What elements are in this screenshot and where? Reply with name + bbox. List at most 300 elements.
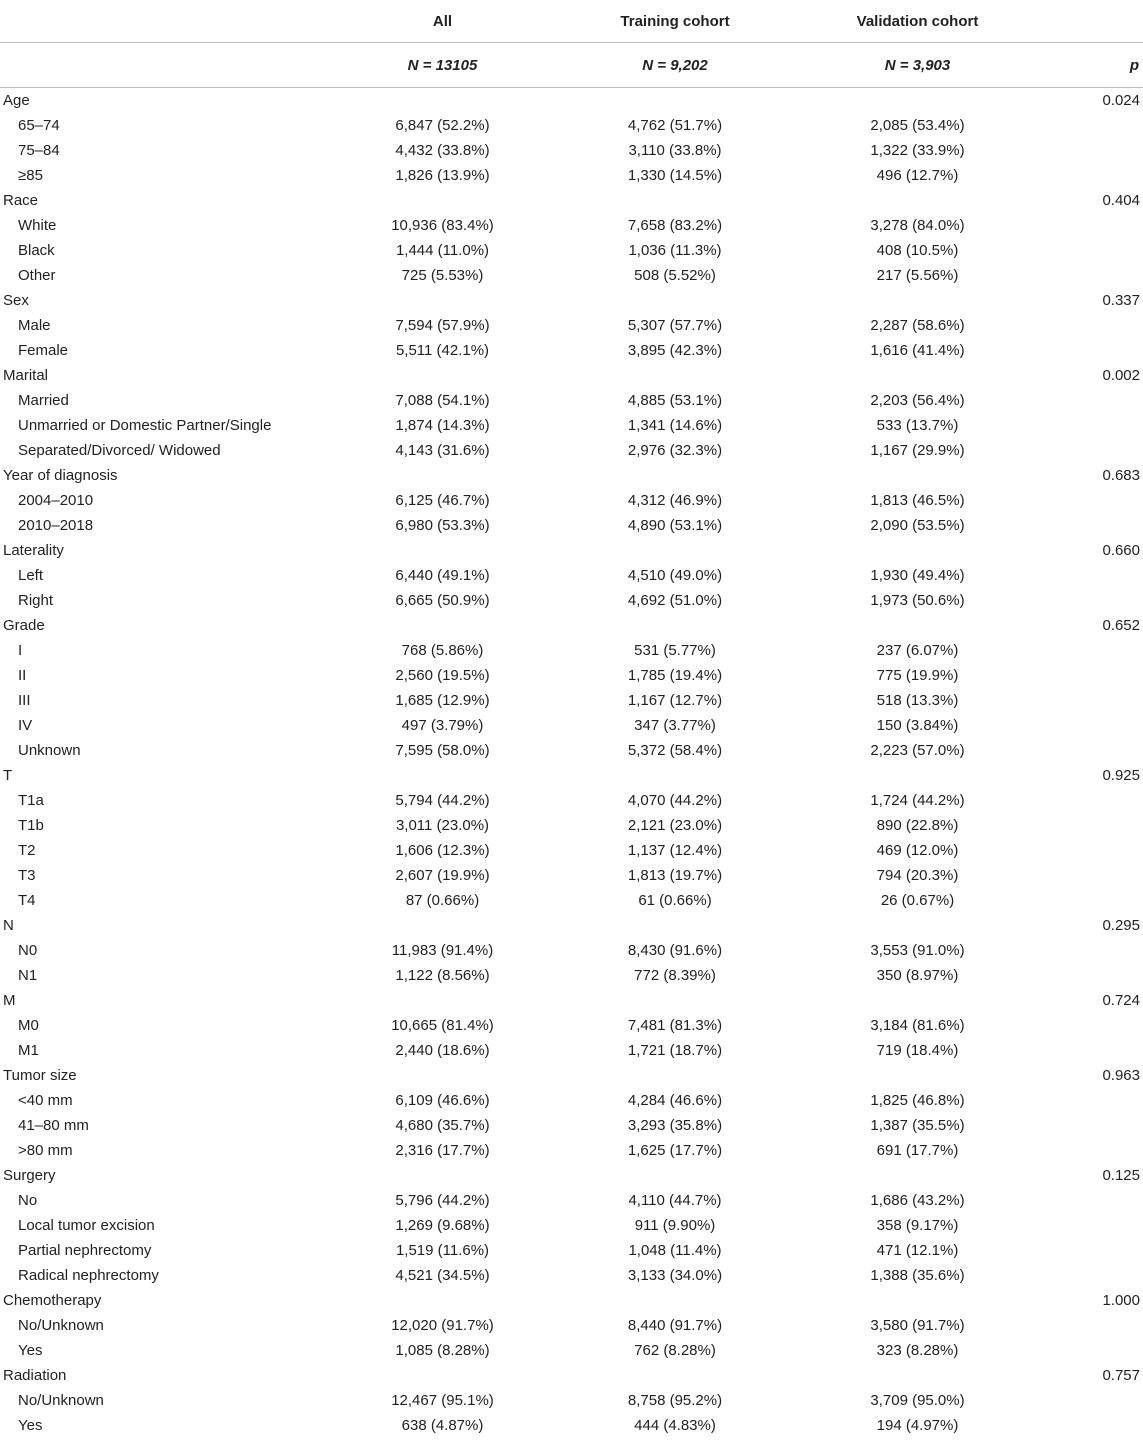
- group-label: Age: [3, 92, 30, 109]
- cell-p-value: [1040, 588, 1143, 613]
- cell-training: 1,785 (19.4%): [627, 667, 723, 684]
- category-label: Partial nephrectomy: [18, 1242, 152, 1259]
- cell-training: 3,133 (34.0%): [627, 1267, 723, 1284]
- cell-validation: [795, 613, 1040, 638]
- cell-training: 2,121 (23.0%): [627, 817, 723, 834]
- category-label: IV: [18, 717, 33, 734]
- cell-all: 2,440 (18.6%): [395, 1042, 490, 1059]
- table-row: [0, 1138, 1143, 1163]
- table-row: [0, 1213, 1143, 1238]
- cell-all: [330, 1163, 555, 1188]
- cell-p-value: [1040, 163, 1143, 188]
- cell-all: 1,606 (12.3%): [395, 842, 490, 859]
- cell-training: 347 (3.77%): [634, 717, 716, 734]
- cell-validation: [795, 1163, 1040, 1188]
- cell-all: [330, 913, 555, 938]
- cell-training: 4,284 (46.6%): [627, 1092, 723, 1109]
- cell-training: 1,167 (12.7%): [627, 692, 723, 709]
- cell-all: 6,125 (46.7%): [395, 492, 490, 509]
- table-row: [0, 788, 1143, 813]
- header-validation-cohort: Validation cohort: [795, 0, 1040, 43]
- cell-training: 8,430 (91.6%): [627, 942, 723, 959]
- table-row: [0, 1013, 1143, 1038]
- table-row: [0, 138, 1143, 163]
- n-validation-text: N = 3,903: [884, 56, 951, 74]
- cell-p-value: [1040, 713, 1143, 738]
- cell-all: 5,511 (42.1%): [395, 342, 490, 359]
- cell-validation: [795, 1288, 1040, 1313]
- cell-training: 4,510 (49.0%): [627, 567, 723, 584]
- cell-all: 6,980 (53.3%): [395, 517, 490, 534]
- cell-training: 1,625 (17.7%): [627, 1142, 723, 1159]
- cell-validation: [795, 763, 1040, 788]
- group-label: Chemotherapy: [3, 1292, 102, 1309]
- cell-all: 3,011 (23.0%): [395, 817, 490, 834]
- table-row: [0, 713, 1143, 738]
- cell-training: 8,440 (91.7%): [627, 1317, 723, 1334]
- cell-p-value: [1040, 113, 1143, 138]
- cell-validation: [795, 913, 1040, 938]
- cell-p-value: 0.337: [1102, 292, 1140, 309]
- cell-training: [555, 1363, 795, 1388]
- cell-all: 4,143 (31.6%): [395, 442, 490, 459]
- cell-p-value: [1040, 413, 1143, 438]
- group-label: Sex: [3, 292, 29, 309]
- category-label: II: [18, 667, 27, 684]
- table-row: [0, 638, 1143, 663]
- category-label: Yes: [18, 1417, 43, 1434]
- table-header: [0, 0, 1143, 88]
- cell-validation: 1,686 (43.2%): [870, 1192, 965, 1209]
- table-row: [0, 588, 1143, 613]
- cell-p-value: 0.295: [1102, 917, 1140, 934]
- n-training-text: N = 9,202: [642, 56, 708, 74]
- cell-p-value: [1040, 1013, 1143, 1038]
- group-label: Year of diagnosis: [3, 467, 118, 484]
- category-label: Black: [18, 242, 55, 259]
- category-label: Local tumor excision: [18, 1217, 155, 1234]
- table-row: [0, 1088, 1143, 1113]
- cell-validation: 323 (8.28%): [876, 1342, 959, 1359]
- table-row: [0, 113, 1143, 138]
- cell-training: [555, 1163, 795, 1188]
- cell-validation: [795, 188, 1040, 213]
- cell-all: [330, 538, 555, 563]
- cell-validation: 1,322 (33.9%): [870, 142, 965, 159]
- cell-training: 2,976 (32.3%): [627, 442, 723, 459]
- category-label: 65–74: [18, 117, 60, 134]
- cell-training: 8,758 (95.2%): [627, 1392, 723, 1409]
- cell-training: 1,036 (11.3%): [628, 242, 722, 259]
- cell-validation: 1,813 (46.5%): [870, 492, 965, 509]
- cell-all: 4,521 (34.5%): [395, 1267, 490, 1284]
- cell-p-value: [1040, 338, 1143, 363]
- cell-training: [555, 1063, 795, 1088]
- category-label: Other: [18, 267, 56, 284]
- cell-validation: 775 (19.9%): [876, 667, 959, 684]
- cell-all: 5,796 (44.2%): [395, 1192, 490, 1209]
- table-row: [0, 1163, 1143, 1188]
- table-row: [0, 913, 1143, 938]
- table-row: [0, 238, 1143, 263]
- cell-p-value: [1040, 688, 1143, 713]
- cell-training: [555, 288, 795, 313]
- cell-p-value: [1040, 138, 1143, 163]
- cell-validation: 471 (12.1%): [876, 1242, 959, 1259]
- group-label: T: [3, 767, 13, 784]
- table-body: [0, 88, 1143, 1439]
- cell-validation: 217 (5.56%): [876, 267, 959, 284]
- cell-validation: 518 (13.3%): [876, 692, 959, 709]
- cell-p-value: 0.660: [1102, 542, 1140, 559]
- header-row-counts: [0, 43, 1143, 88]
- table-row: [0, 413, 1143, 438]
- cell-validation: [795, 988, 1040, 1013]
- category-label: I: [18, 642, 23, 659]
- header-row-groups: [0, 0, 1143, 43]
- cell-validation: 2,203 (56.4%): [870, 392, 965, 409]
- category-label: T2: [18, 842, 36, 859]
- category-label: >80 mm: [18, 1142, 73, 1159]
- category-label: 41–80 mm: [18, 1117, 89, 1134]
- cell-validation: 26 (0.67%): [880, 892, 955, 909]
- group-label: N: [3, 917, 14, 934]
- header-p-value: p: [1040, 43, 1143, 88]
- cell-training: 3,293 (35.8%): [627, 1117, 723, 1134]
- cell-p-value: [1040, 1138, 1143, 1163]
- table-row: [0, 1188, 1143, 1213]
- cell-all: 1,444 (11.0%): [395, 242, 490, 259]
- cell-training: 1,330 (14.5%): [627, 167, 723, 184]
- cell-validation: [795, 1063, 1040, 1088]
- cell-all: 10,665 (81.4%): [391, 1017, 494, 1034]
- cell-training: 1,813 (19.7%): [627, 867, 723, 884]
- table-row: [0, 813, 1143, 838]
- table-row: [0, 338, 1143, 363]
- table-row: [0, 663, 1143, 688]
- cell-all: 2,607 (19.9%): [395, 867, 490, 884]
- cell-p-value: [1040, 1088, 1143, 1113]
- cell-all: 7,594 (57.9%): [395, 317, 490, 334]
- cell-all: 6,109 (46.6%): [395, 1092, 490, 1109]
- cell-validation: 237 (6.07%): [876, 642, 959, 659]
- cell-validation: 1,388 (35.6%): [870, 1267, 965, 1284]
- category-label: T1b: [18, 817, 44, 834]
- cell-all: [330, 463, 555, 488]
- cell-validation: 2,090 (53.5%): [870, 517, 965, 534]
- table-row: [0, 163, 1143, 188]
- cell-all: 1,269 (9.68%): [395, 1217, 490, 1234]
- category-label: T1a: [18, 792, 44, 809]
- header-n-validation: [795, 43, 1040, 88]
- cell-training: 3,895 (42.3%): [627, 342, 723, 359]
- table-row: [0, 1238, 1143, 1263]
- table-row: [0, 613, 1143, 638]
- cell-validation: 2,223 (57.0%): [870, 742, 965, 759]
- cell-p-value: [1040, 1038, 1143, 1063]
- table-row: [0, 188, 1143, 213]
- category-label: Male: [18, 317, 51, 334]
- category-label: M1: [18, 1042, 39, 1059]
- category-label: N1: [18, 967, 38, 984]
- table-row: [0, 488, 1143, 513]
- cell-p-value: 0.125: [1102, 1167, 1140, 1184]
- cell-p-value: [1040, 738, 1143, 763]
- category-label: Married: [18, 392, 69, 409]
- table-row: [0, 1063, 1143, 1088]
- table-row: [0, 963, 1143, 988]
- table-row: [0, 888, 1143, 913]
- cell-training: [555, 913, 795, 938]
- cell-training: 7,658 (83.2%): [627, 217, 723, 234]
- group-label: Surgery: [3, 1167, 56, 1184]
- table-row: [0, 688, 1143, 713]
- cell-training: 3,110 (33.8%): [628, 142, 722, 159]
- cell-all: 5,794 (44.2%): [395, 792, 490, 809]
- category-label: ≥85: [18, 167, 43, 184]
- cell-training: 762 (8.28%): [634, 1342, 716, 1359]
- cell-validation: 3,278 (84.0%): [870, 217, 965, 234]
- cell-all: [330, 288, 555, 313]
- cell-validation: [795, 88, 1040, 114]
- header-training-cohort: Training cohort: [555, 0, 795, 43]
- group-label: Laterality: [3, 542, 64, 559]
- cell-validation: 194 (4.97%): [876, 1417, 959, 1434]
- header-n-all: [330, 43, 555, 88]
- cell-validation: [795, 463, 1040, 488]
- cell-all: 12,467 (95.1%): [391, 1392, 494, 1409]
- group-label: Tumor size: [3, 1067, 77, 1084]
- header-n-training: [555, 43, 795, 88]
- cell-training: 4,070 (44.2%): [627, 792, 723, 809]
- cell-validation: 150 (3.84%): [876, 717, 959, 734]
- group-label: Radiation: [3, 1367, 67, 1384]
- cell-p-value: [1040, 1388, 1143, 1413]
- cell-validation: 1,387 (35.5%): [870, 1117, 965, 1134]
- cell-p-value: [1040, 888, 1143, 913]
- cell-all: [330, 188, 555, 213]
- cell-all: [330, 1063, 555, 1088]
- cell-training: 7,481 (81.3%): [627, 1017, 723, 1034]
- cell-validation: [795, 1363, 1040, 1388]
- cell-validation: 1,616 (41.4%): [870, 342, 965, 359]
- cell-p-value: [1040, 563, 1143, 588]
- category-label: Separated/Divorced/ Widowed: [18, 442, 221, 459]
- table-row: [0, 738, 1143, 763]
- cell-validation: 890 (22.8%): [876, 817, 959, 834]
- category-label: Yes: [18, 1342, 43, 1359]
- table-row: [0, 838, 1143, 863]
- category-label: <40 mm: [18, 1092, 73, 1109]
- cell-all: 6,847 (52.2%): [395, 117, 490, 134]
- category-label: No: [18, 1192, 38, 1209]
- cell-all: 768 (5.86%): [401, 642, 484, 659]
- table-row: [0, 288, 1143, 313]
- cell-p-value: [1040, 1313, 1143, 1338]
- cell-p-value: [1040, 313, 1143, 338]
- table-row: [0, 863, 1143, 888]
- cell-all: 4,680 (35.7%): [395, 1117, 490, 1134]
- category-label: White: [18, 217, 57, 234]
- cell-all: 4,432 (33.8%): [395, 142, 490, 159]
- table-row: [0, 313, 1143, 338]
- cell-p-value: [1040, 213, 1143, 238]
- cell-training: 772 (8.39%): [634, 967, 716, 984]
- cell-all: 6,665 (50.9%): [395, 592, 490, 609]
- table-row: [0, 463, 1143, 488]
- cell-training: 508 (5.52%): [634, 267, 716, 284]
- cell-training: [555, 538, 795, 563]
- cell-p-value: 0.724: [1102, 992, 1140, 1009]
- table-row: [0, 263, 1143, 288]
- cell-p-value: [1040, 513, 1143, 538]
- category-label: Unknown: [18, 742, 81, 759]
- header-blank: [0, 0, 330, 43]
- cell-p-value: 0.757: [1102, 1367, 1140, 1384]
- cell-training: [555, 363, 795, 388]
- cell-validation: 3,580 (91.7%): [870, 1317, 965, 1334]
- cell-p-value: 1.000: [1102, 1292, 1140, 1309]
- header-all: All: [330, 0, 555, 43]
- cell-validation: 350 (8.97%): [876, 967, 959, 984]
- category-label: Radical nephrectomy: [18, 1267, 159, 1284]
- cell-p-value: [1040, 263, 1143, 288]
- cell-training: 1,137 (12.4%): [627, 842, 723, 859]
- cell-training: 61 (0.66%): [638, 892, 712, 909]
- cell-validation: 1,724 (44.2%): [870, 792, 965, 809]
- cell-training: 4,692 (51.0%): [627, 592, 723, 609]
- cell-p-value: [1040, 388, 1143, 413]
- table-row: [0, 1413, 1143, 1438]
- cell-all: 6,440 (49.1%): [395, 567, 490, 584]
- group-label: Grade: [3, 617, 45, 634]
- table-row: [0, 1338, 1143, 1363]
- category-label: No/Unknown: [18, 1392, 104, 1409]
- cell-all: 7,088 (54.1%): [395, 392, 490, 409]
- cell-training: 1,721 (18.7%): [627, 1042, 723, 1059]
- cell-training: 4,110 (44.7%): [628, 1192, 722, 1209]
- cell-validation: 719 (18.4%): [876, 1042, 959, 1059]
- table-row: [0, 388, 1143, 413]
- cell-validation: 3,709 (95.0%): [870, 1392, 965, 1409]
- category-label: No/Unknown: [18, 1317, 104, 1334]
- table-row: [0, 988, 1143, 1013]
- cell-p-value: 0.963: [1102, 1067, 1140, 1084]
- cell-all: 7,595 (58.0%): [395, 742, 490, 759]
- cell-validation: 358 (9.17%): [876, 1217, 959, 1234]
- cell-p-value: 0.024: [1102, 92, 1140, 109]
- cell-all: 1,826 (13.9%): [395, 167, 490, 184]
- table-row: [0, 213, 1143, 238]
- category-label: T4: [18, 892, 36, 909]
- cell-all: 11,983 (91.4%): [391, 942, 494, 959]
- cell-all: 497 (3.79%): [401, 717, 484, 734]
- table-row: [0, 1038, 1143, 1063]
- cell-validation: 496 (12.7%): [876, 167, 959, 184]
- category-label: Unmarried or Domestic Partner/Single: [18, 417, 272, 434]
- cell-training: 1,048 (11.4%): [628, 1242, 722, 1259]
- group-label: Marital: [3, 367, 49, 384]
- n-all-text: N = 13105: [407, 56, 478, 74]
- cell-validation: 1,930 (49.4%): [870, 567, 965, 584]
- cell-p-value: [1040, 488, 1143, 513]
- cell-p-value: [1040, 1213, 1143, 1238]
- table-row: [0, 1263, 1143, 1288]
- category-label: III: [18, 692, 31, 709]
- cell-validation: 691 (17.7%): [876, 1142, 959, 1159]
- cell-training: [555, 763, 795, 788]
- cell-training: [555, 613, 795, 638]
- header-blank-2: [0, 43, 330, 88]
- cell-p-value: [1040, 863, 1143, 888]
- cell-validation: 1,825 (46.8%): [870, 1092, 965, 1109]
- cell-p-value: [1040, 813, 1143, 838]
- cell-p-value: 0.002: [1102, 367, 1140, 384]
- category-label: 2004–2010: [18, 492, 94, 509]
- cell-validation: [795, 363, 1040, 388]
- cell-p-value: 0.683: [1102, 467, 1140, 484]
- cell-all: 725 (5.53%): [401, 267, 484, 284]
- cell-p-value: [1040, 788, 1143, 813]
- cell-validation: [795, 538, 1040, 563]
- cell-training: 1,341 (14.6%): [627, 417, 723, 434]
- cell-training: 531 (5.77%): [634, 642, 716, 659]
- table-row: [0, 1388, 1143, 1413]
- table-row: [0, 438, 1143, 463]
- table-row: [0, 1363, 1143, 1388]
- table-row: [0, 1313, 1143, 1338]
- category-label: N0: [18, 942, 38, 959]
- category-label: T3: [18, 867, 36, 884]
- category-label: 75–84: [18, 142, 60, 159]
- group-label: M: [3, 992, 16, 1009]
- cell-all: 1,874 (14.3%): [395, 417, 490, 434]
- category-label: M0: [18, 1017, 39, 1034]
- cell-p-value: [1040, 963, 1143, 988]
- cell-validation: 3,184 (81.6%): [870, 1017, 965, 1034]
- table-row: [0, 938, 1143, 963]
- cell-validation: 1,167 (29.9%): [870, 442, 965, 459]
- cell-validation: [795, 288, 1040, 313]
- cell-all: [330, 763, 555, 788]
- cell-p-value: [1040, 938, 1143, 963]
- cell-validation: 469 (12.0%): [876, 842, 959, 859]
- category-label: 2010–2018: [18, 517, 94, 534]
- cell-all: 10,936 (83.4%): [391, 217, 494, 234]
- table-row: [0, 1288, 1143, 1313]
- cell-all: [330, 613, 555, 638]
- cell-training: 911 (9.90%): [634, 1217, 716, 1234]
- cell-p-value: [1040, 238, 1143, 263]
- cell-all: 638 (4.87%): [401, 1417, 484, 1434]
- cell-training: 4,890 (53.1%): [627, 517, 723, 534]
- cell-training: 5,372 (58.4%): [627, 742, 723, 759]
- cell-all: 1,519 (11.6%): [395, 1242, 490, 1259]
- cell-p-value: 0.925: [1102, 767, 1140, 784]
- cell-all: 1,085 (8.28%): [395, 1342, 490, 1359]
- cell-p-value: 0.404: [1102, 192, 1140, 209]
- cell-p-value: [1040, 438, 1143, 463]
- cell-all: 12,020 (91.7%): [391, 1317, 494, 1334]
- table-row: [0, 88, 1143, 114]
- cell-p-value: [1040, 1113, 1143, 1138]
- cell-p-value: [1040, 838, 1143, 863]
- cell-training: [555, 88, 795, 114]
- cell-training: 444 (4.83%): [634, 1417, 716, 1434]
- cell-training: [555, 988, 795, 1013]
- header-blank-p: [1040, 0, 1143, 43]
- cell-p-value: [1040, 1263, 1143, 1288]
